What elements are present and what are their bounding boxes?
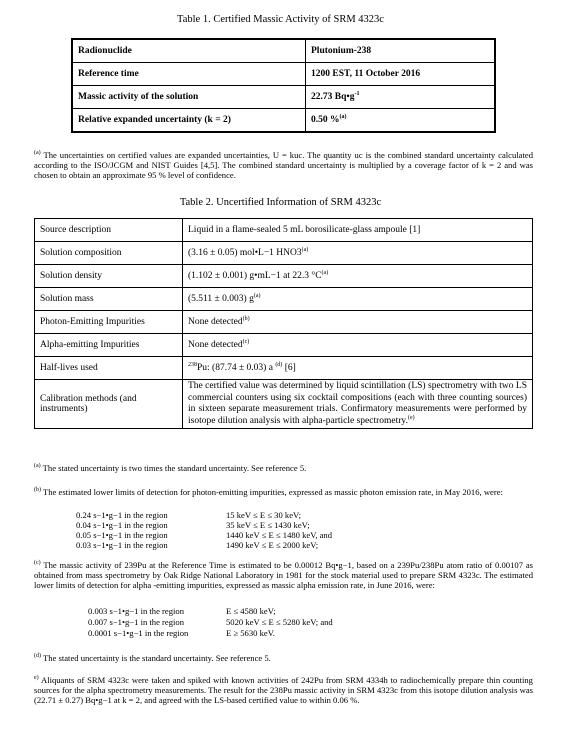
- table-cell-label: Alpha-emitting Impurities: [35, 334, 183, 357]
- note-b: $^{(b)}$ The estimated lower limits of detection for photon-emitting impurities, expressed as massic photon emission rate, in May 2016, were:: [34, 487, 503, 497]
- table1-caption: Table 1. Certified Massic Activity of SRM 4323c: [177, 14, 384, 25]
- certified-activity-table: [71, 38, 496, 133]
- table-cell-value: 1200 EST, 11 October 2016: [306, 63, 496, 86]
- limit-range: E ≤ 4580 keV;: [226, 606, 276, 616]
- table-cell-value: 22.73 $Bq•g^{-1}$: [306, 86, 496, 109]
- table-row: [35, 219, 533, 242]
- table-cell-value: $^{238}$Pu: (87.74 ± 0.03) a $^{(d)}$ [6]: [183, 357, 533, 380]
- table-cell-value: Plutonium-238: [306, 39, 496, 63]
- limit-range: 35 keV ≤ E ≤ 1430 keV;: [226, 520, 310, 530]
- table-cell-label: Massic activity of the solution: [72, 86, 306, 109]
- limit-rate: 0.0001 s−1•g−1 in the region: [88, 628, 189, 638]
- table-row: [35, 288, 533, 311]
- limit-rate: 0.003 s−1•g−1 in the region: [88, 606, 185, 616]
- table1-footnote: $^{(a)}$ The uncertainties on certified values are expanded uncertainties, U = kuc. The quantity uc is the combined standard uncertainty calculated according to the ISO/JCGM and NIST Guides [4,5]. The combined standard uncertainty is multiplied by a coverage factor of k = 2 and was chosen to obtain an approximate 95 % level of confidence.: [34, 150, 533, 181]
- limit-range: 1440 keV ≤ E ≤ 1480 keV, and: [226, 530, 333, 540]
- limit-range: 1490 keV ≤ E ≤ 2000 keV;: [226, 540, 319, 550]
- table-cell-value: (3.16 ± 0.05) mol•L−1 HNO3$^{(a)}$: [183, 242, 533, 265]
- table-cell-value: (1.102 ± 0.001) g•mL−1 at 22.3 $^\circ C^{(a)}$: [183, 265, 533, 288]
- footnote-marker: (a): [34, 150, 41, 157]
- table-cell-label: Source description: [35, 219, 183, 242]
- table-cell-label: Calibration methods (and instruments): [35, 380, 183, 429]
- table-row: [72, 39, 495, 63]
- table-cell-value: (5.511 ± 0.003) $g^{(a)}$: [183, 288, 533, 311]
- table-cell-label: Solution mass: [35, 288, 183, 311]
- table-row: [35, 265, 533, 288]
- table-row: [35, 357, 533, 380]
- table-row: [72, 63, 495, 86]
- note-e: $^{e)}$ Aliquants of SRM 4323c were taken and spiked with known activities of 242Pu from SRM 4334h to radiochemically prepare thin counting sources for the alpha spectrometry measurements. The result for the 238Pu massic activity in SRM 4323c from this isotope dilution analysis was (22.71 ± 0.27) Bq•g−1 at k = 2, and agreed with the LS-based certified value to within 0.06 %.: [34, 675, 533, 706]
- table-cell-label: Reference time: [72, 63, 306, 86]
- table-row: [72, 109, 495, 133]
- limit-rate: 0.03 s−1•g−1 in the region: [76, 540, 168, 550]
- table-cell-value: The certified value was determined by liquid scintillation (LS) spectrometry with two LS commercial counters using six cocktail compositions (each with three counting sources) in sixteen separate measurement trials. Confirmatory measurements were performed by isotope dilution analysis with alpha-particle spectrometry.$^{(e)}$: [183, 380, 533, 429]
- table-cell-value: None detected$^{(b)}$: [183, 311, 533, 334]
- table-cell-label: Relative expanded uncertainty (k = 2): [72, 109, 306, 133]
- table2-caption: Table 2. Uncertified Information of SRM 4323c: [179, 197, 382, 208]
- table-cell-label: Solution density: [35, 265, 183, 288]
- limit-rate: 0.007 s−1•g−1 in the region: [88, 617, 185, 627]
- limit-rate: 0.05 s−1•g−1 in the region: [76, 530, 168, 540]
- table-cell-value: 0.50 %$^{(a)}$: [306, 109, 496, 133]
- table-row: [35, 380, 533, 429]
- table-cell-value: None detected$^{(c)}$: [183, 334, 533, 357]
- table-cell-label: Solution composition: [35, 242, 183, 265]
- table-cell-label: Photon-Emitting Impurities: [35, 311, 183, 334]
- limit-range: 5020 keV ≤ E ≤ 5280 keV; and: [226, 617, 333, 627]
- limit-rate: 0.04 s−1•g−1 in the region: [76, 520, 168, 530]
- table-row: [72, 86, 495, 109]
- table-row: [35, 311, 533, 334]
- uncertified-info-table: [34, 218, 533, 429]
- table-cell-label: Half-lives used: [35, 357, 183, 380]
- note-d: $^{(d)}$ The stated uncertainty is the standard uncertainty. See reference 5.: [34, 653, 271, 663]
- note-a: $^{(a)}$ The stated uncertainty is two times the standard uncertainty. See reference 5.: [34, 463, 307, 473]
- table-cell-label: Radionuclide: [72, 39, 306, 63]
- table-row: [35, 242, 533, 265]
- table-row: [35, 334, 533, 357]
- limit-range: E ≥ 5630 keV.: [226, 628, 275, 638]
- limit-rate: 0.24 s−1•g−1 in the region: [76, 510, 168, 520]
- limit-range: 15 keV ≤ E ≤ 30 keV;: [226, 510, 301, 520]
- note-c: $^{(c)}$ The massic activity of 239Pu at the Reference Time is estimated to be 0.00012 Bq•g−1, based on a 239Pu/238Pu atom ratio of 0.00107 as obtained from mass spectrometry by Oak Ridge National Laboratory in 1981 for the stock material used to prepare SRM 4323c. The estimated lower limits of detection for alpha -emitting impurities, expressed as massic alpha emission rate, in June 2016, were:: [34, 560, 533, 591]
- table-cell-value: Liquid in a flame-sealed 5 mL borosilicate-glass ampoule [1]: [183, 219, 533, 242]
